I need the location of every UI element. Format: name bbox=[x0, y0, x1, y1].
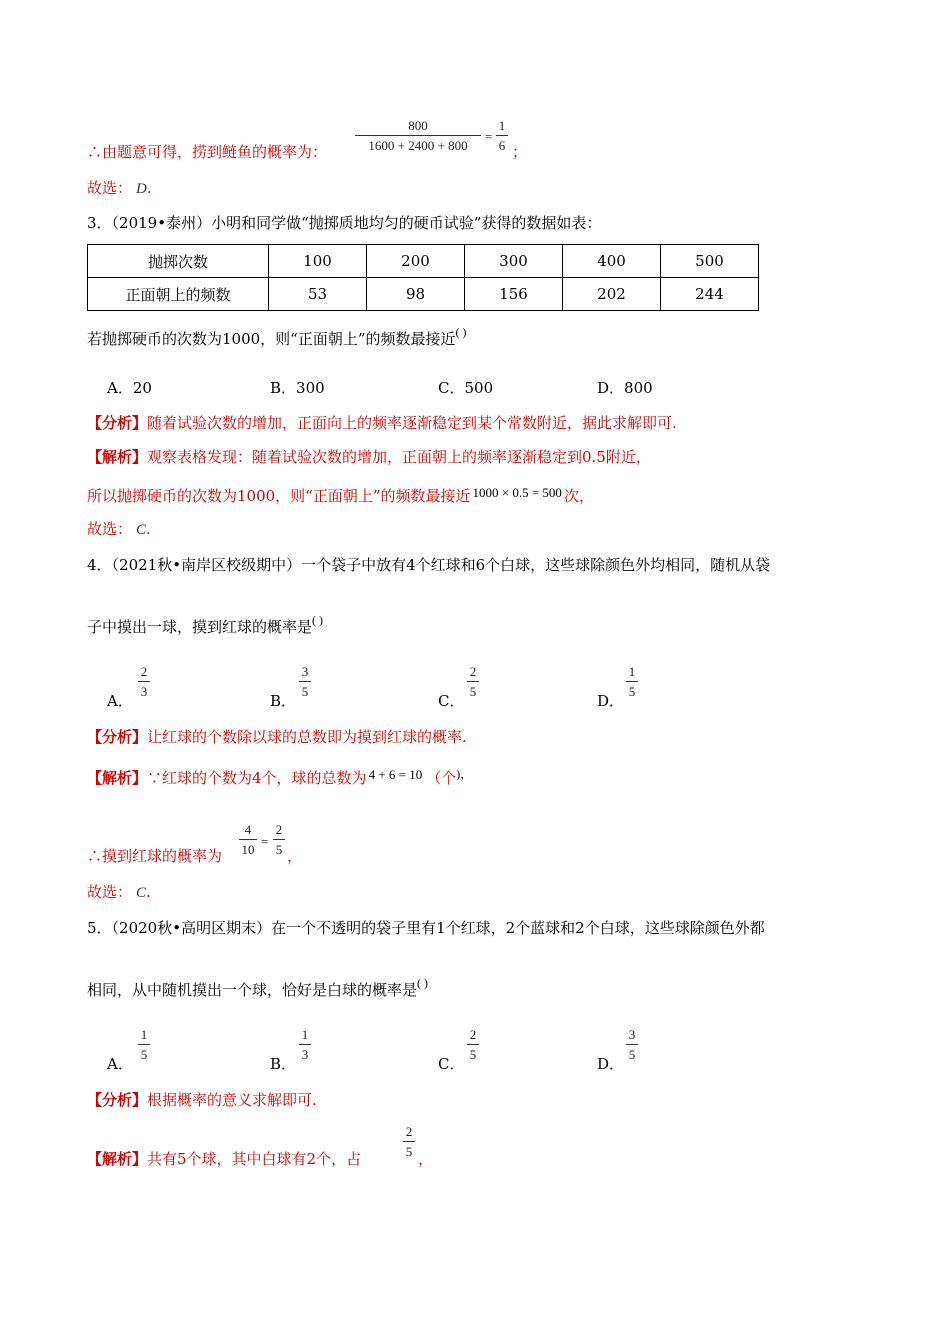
answer-period: . bbox=[146, 179, 152, 197]
q4-option-a-fraction bbox=[138, 664, 150, 699]
fraction-denominator: 5 bbox=[469, 1047, 477, 1062]
fraction-denominator: 3 bbox=[301, 1047, 309, 1062]
q5-option-d-fraction bbox=[626, 1027, 638, 1062]
option-letter: A． bbox=[107, 379, 133, 397]
analysis-tag: 【分析】 bbox=[87, 1091, 148, 1109]
fraction-numerator: 2 bbox=[140, 664, 148, 679]
answer-blank: ( ) bbox=[455, 325, 467, 339]
option-text: 500 bbox=[464, 379, 494, 397]
analysis-text: 根据概率的意义求解即可. bbox=[147, 1091, 317, 1109]
fraction-denominator: 5 bbox=[628, 684, 636, 699]
q3-answer-line bbox=[87, 519, 151, 540]
q3-stem bbox=[87, 213, 601, 233]
fraction-numerator: 1 bbox=[301, 1027, 309, 1042]
question-stem: 相同，从中随机摸出一个球，恰好是白球的概率是 bbox=[87, 981, 418, 999]
q5-option-a-fraction bbox=[138, 1027, 150, 1062]
fraction-denominator: 10 bbox=[241, 842, 255, 857]
q4-option-d-fraction bbox=[626, 664, 638, 699]
fraction-denominator: 5 bbox=[275, 842, 283, 857]
q2-semicolon: ； bbox=[512, 143, 528, 161]
solution-suffix: 次， bbox=[563, 487, 594, 505]
fraction-bar bbox=[138, 1044, 150, 1045]
answer-blank: ( ) bbox=[312, 613, 324, 627]
q5-solution-comma: ， bbox=[418, 1150, 434, 1168]
fraction-numerator: 2 bbox=[469, 664, 477, 679]
q3-option-a bbox=[107, 378, 152, 398]
q4-prob-result-fraction bbox=[273, 822, 285, 857]
q5-option-a-letter: A． bbox=[107, 1055, 133, 1073]
fraction-denominator: 1600 + 2400 + 800 bbox=[368, 138, 468, 153]
fraction-numerator: 3 bbox=[301, 664, 309, 679]
fraction-bar bbox=[403, 1141, 415, 1142]
solution-tag: 【解析】 bbox=[87, 448, 148, 466]
answer-letter: D bbox=[136, 181, 147, 197]
fraction-bar bbox=[299, 1044, 311, 1045]
table-cell: 300 bbox=[465, 245, 563, 278]
fraction-denominator: 5 bbox=[301, 684, 309, 699]
table-cell: 156 bbox=[465, 278, 563, 311]
fraction-numerator: 2 bbox=[275, 822, 283, 837]
fraction-numerator: 4 bbox=[244, 822, 252, 837]
option-text: 20 bbox=[132, 379, 152, 397]
q4-option-d-letter: D． bbox=[597, 692, 625, 710]
question-number: 5． bbox=[87, 919, 112, 937]
q4-option-c-letter: C． bbox=[438, 692, 465, 710]
fraction-bar bbox=[626, 1044, 638, 1045]
q4-analysis bbox=[87, 727, 467, 747]
q4-prob-comma: ， bbox=[287, 847, 303, 865]
q4-option-c-fraction bbox=[467, 664, 479, 699]
q5-option-c-letter: C． bbox=[438, 1055, 465, 1073]
answer-prefix: 故选： bbox=[87, 883, 133, 901]
q4-option-b-letter: B． bbox=[270, 692, 297, 710]
q3-solution bbox=[87, 447, 651, 467]
solution-close: )， bbox=[456, 767, 473, 781]
analysis-text: 让红球的个数除以球的总数即为摸到红球的概率. bbox=[147, 728, 467, 746]
q4-prob-line: ∴摸到红球的概率为 bbox=[87, 847, 223, 865]
q4-stem bbox=[87, 555, 770, 575]
table-cell: 100 bbox=[269, 245, 367, 278]
fraction-bar bbox=[239, 839, 257, 840]
answer-prefix: 故选： bbox=[87, 520, 133, 538]
question-number: 3． bbox=[87, 214, 112, 232]
question-stem: 小明和同学做“抛掷质地均匀的硬币试验”获得的数据如表： bbox=[211, 214, 602, 232]
fraction-numerator: 2 bbox=[469, 1027, 477, 1042]
q5-option-d-letter: D． bbox=[597, 1055, 625, 1073]
table-cell: 500 bbox=[661, 245, 759, 278]
question-source: （2019•泰州） bbox=[111, 214, 212, 232]
q3-option-d bbox=[597, 378, 653, 398]
q3-question bbox=[87, 322, 467, 349]
fraction-denominator: 5 bbox=[405, 1144, 413, 1159]
solution-unit: （个 bbox=[426, 769, 457, 787]
table-cell: 53 bbox=[269, 278, 367, 311]
fraction-bar bbox=[467, 1044, 479, 1045]
fraction-bar bbox=[138, 681, 150, 682]
fraction-denominator: 5 bbox=[469, 684, 477, 699]
fraction-bar bbox=[496, 135, 508, 136]
question-text: 若抛掷硬币的次数为1000，则“正面朝上”的频数最接近 bbox=[87, 330, 456, 348]
q4-option-b-fraction bbox=[299, 664, 311, 699]
table-row bbox=[88, 278, 759, 311]
q5-option-c-fraction bbox=[467, 1027, 479, 1062]
q5-solution bbox=[87, 1149, 361, 1169]
table-cell: 200 bbox=[367, 245, 465, 278]
q5-option-b-letter: B． bbox=[270, 1055, 297, 1073]
solution-text: 观察表格发现：随着试验次数的增加，正面朝上的频率逐渐稳定到0.5附近， bbox=[147, 448, 651, 466]
table-cell: 400 bbox=[563, 245, 661, 278]
option-letter: D． bbox=[597, 379, 625, 397]
question-source: （2020秋•高明区期末） bbox=[111, 919, 272, 937]
table-cell: 202 bbox=[563, 278, 661, 311]
q4-prob-fraction bbox=[239, 822, 257, 857]
table-row-label: 正面朝上的频数 bbox=[88, 278, 269, 311]
answer-blank: ( ) bbox=[417, 976, 429, 990]
question-stem: 一个袋子中放有4个红球和6个白球，这些球除颜色外均相同，随机从袋 bbox=[301, 556, 771, 574]
solution-math: 1000 × 0.5 = 500 bbox=[472, 485, 562, 500]
therefore-text: ∴由题意可得，捞到鲢鱼的概率为： bbox=[87, 143, 328, 161]
q3-solution-2 bbox=[87, 483, 594, 506]
q4-solution bbox=[87, 764, 472, 788]
question-stem: 在一个不透明的袋子里有1个红球，2个蓝球和2个白球，这些球除颜色外都 bbox=[271, 919, 765, 937]
q4-answer-line bbox=[87, 882, 151, 903]
table-row bbox=[88, 245, 759, 278]
question-stem: 子中摸出一球，摸到红球的概率是 bbox=[87, 618, 313, 636]
fraction-denominator: 5 bbox=[628, 1047, 636, 1062]
question-source: （2021秋•南岸区校级期中） bbox=[111, 556, 302, 574]
q4-stem-2 bbox=[87, 610, 323, 637]
fraction-denominator: 6 bbox=[498, 138, 506, 153]
q2-therefore-line bbox=[87, 142, 327, 162]
fraction-denominator: 5 bbox=[140, 1047, 148, 1062]
answer-prefix: 故选： bbox=[87, 179, 133, 197]
fraction-800-over-sum bbox=[355, 118, 481, 153]
option-letter: B． bbox=[270, 379, 297, 397]
fraction-one-sixth bbox=[496, 118, 508, 153]
q5-stem-2 bbox=[87, 973, 428, 1000]
answer-letter: C bbox=[136, 885, 147, 901]
answer-period: . bbox=[146, 520, 151, 538]
answer-letter: C bbox=[136, 522, 147, 538]
fraction-denominator: 3 bbox=[140, 684, 148, 699]
table-row-label: 抛掷次数 bbox=[88, 245, 269, 278]
fraction-numerator: 3 bbox=[628, 1027, 636, 1042]
fraction-bar bbox=[299, 681, 311, 682]
q3-analysis bbox=[87, 413, 677, 433]
fraction-bar bbox=[626, 681, 638, 682]
equals-sign: = bbox=[261, 834, 269, 849]
q4-option-a-letter: A． bbox=[107, 692, 133, 710]
solution-text: 共有5个球，其中白球有2个，占 bbox=[147, 1150, 362, 1168]
answer-period: . bbox=[146, 883, 151, 901]
solution-text: 所以抛掷硬币的次数为1000，则“正面朝上”的频数最接近 bbox=[87, 487, 471, 505]
fraction-numerator: 1 bbox=[628, 664, 636, 679]
table-cell: 244 bbox=[661, 278, 759, 311]
solution-math: 4 + 6 = 10 bbox=[368, 767, 423, 782]
fraction-bar bbox=[273, 839, 285, 840]
equals-sign: = bbox=[485, 129, 493, 144]
analysis-tag: 【分析】 bbox=[87, 728, 148, 746]
fraction-bar bbox=[467, 681, 479, 682]
q5-analysis bbox=[87, 1090, 317, 1110]
fraction-numerator: 2 bbox=[405, 1124, 413, 1139]
frequency-table bbox=[87, 244, 759, 311]
fraction-numerator: 1 bbox=[498, 118, 506, 133]
solution-tag: 【解析】 bbox=[87, 769, 148, 787]
table-cell: 98 bbox=[367, 278, 465, 311]
option-text: 800 bbox=[624, 379, 653, 397]
q5-solution-fraction bbox=[403, 1124, 415, 1159]
q5-option-b-fraction bbox=[299, 1027, 311, 1062]
q5-stem bbox=[87, 918, 765, 938]
analysis-tag: 【分析】 bbox=[87, 414, 148, 432]
option-text: 300 bbox=[296, 379, 325, 397]
option-letter: C． bbox=[438, 379, 465, 397]
solution-tag: 【解析】 bbox=[87, 1150, 148, 1168]
fraction-numerator: 800 bbox=[408, 118, 428, 133]
fraction-numerator: 1 bbox=[140, 1027, 148, 1042]
analysis-text: 随着试验次数的增加，正面向上的频率逐渐稳定到某个常数附近，据此求解即可. bbox=[147, 414, 677, 432]
solution-text: ∵红球的个数为4个，球的总数为 bbox=[147, 769, 367, 787]
fraction-bar bbox=[355, 135, 481, 136]
q3-option-c bbox=[438, 378, 493, 398]
question-number: 4． bbox=[87, 556, 112, 574]
q3-option-b bbox=[270, 378, 325, 398]
q2-answer-line bbox=[87, 178, 152, 199]
